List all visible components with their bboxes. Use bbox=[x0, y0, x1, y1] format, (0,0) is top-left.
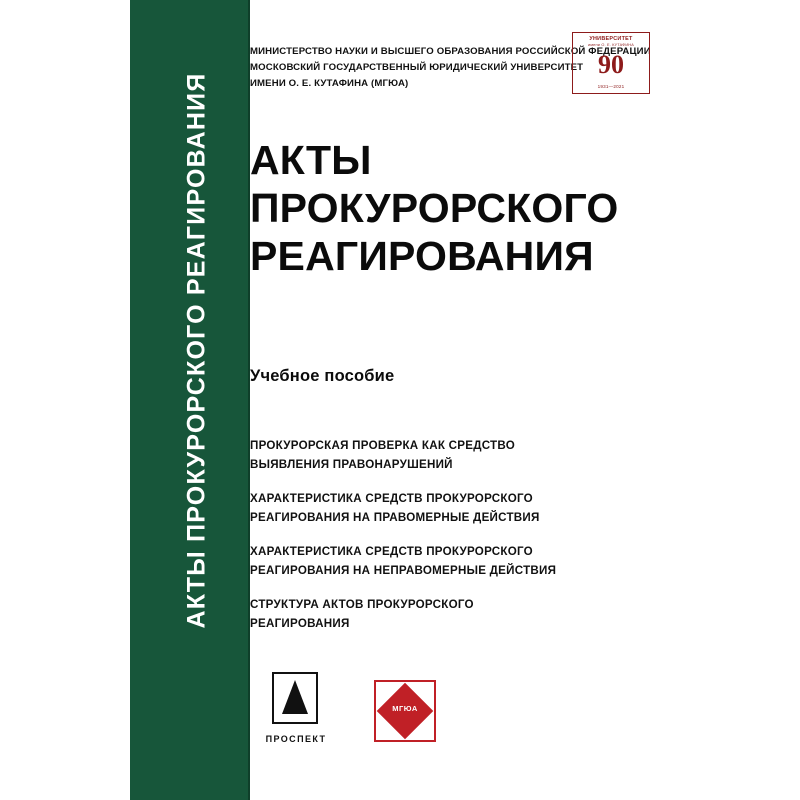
book-title bbox=[250, 136, 770, 280]
cover-front-face bbox=[250, 0, 800, 800]
publisher-line-1: МИНИСТЕРСТВО НАУКИ И ВЫСШЕГО ОБРАЗОВАНИЯ РОССИЙСКОЙ ФЕДЕРАЦИИ bbox=[250, 46, 651, 57]
book-title-line-1: АКТЫ bbox=[250, 137, 372, 183]
book-spine bbox=[130, 0, 250, 800]
topic-item: ХАРАКТЕРИСТИКА СРЕДСТВ ПРОКУРОРСКОГО РЕАГИРОВАНИЯ НА НЕПРАВОМЕРНЫЕ ДЕЙСТВИЯ bbox=[250, 545, 557, 577]
university-logo-label: МГЮА bbox=[392, 704, 418, 713]
emblem-anniversary-number: 90 bbox=[598, 50, 624, 79]
book-title-line-2: ПРОКУРОРСКОГО bbox=[250, 185, 619, 231]
emblem-title: УНИВЕРСИТЕТ bbox=[589, 36, 633, 42]
topic-item: ПРОКУРОРСКАЯ ПРОВЕРКА КАК СРЕДСТВО ВЫЯВЛЕНИЯ ПРАВОНАРУШЕНИЙ bbox=[250, 439, 515, 471]
publisher-logo bbox=[250, 672, 342, 750]
publisher-line-2: МОСКОВСКИЙ ГОСУДАРСТВЕННЫЙ ЮРИДИЧЕСКИЙ УНИВЕРСИТЕТ bbox=[250, 62, 584, 73]
publisher-logo-label: ПРОСПЕКТ bbox=[265, 734, 327, 744]
prospekt-triangle-icon bbox=[272, 672, 318, 724]
spine-title: АКТЫ ПРОКУРОРСКОГО РЕАГИРОВАНИЯ bbox=[182, 72, 211, 629]
university-logo bbox=[374, 680, 436, 742]
emblem-years: 1931—2021 bbox=[597, 84, 625, 89]
publisher-line-3: ИМЕНИ О. Е. КУТАФИНА (МГЮА) bbox=[250, 78, 409, 89]
topic-item: ХАРАКТЕРИСТИКА СРЕДСТВ ПРОКУРОРСКОГО РЕАГИРОВАНИЯ НА ПРАВОМЕРНЫЕ ДЕЙСТВИЯ bbox=[250, 492, 540, 524]
emblem-subtitle: имени О. Е. КУТАФИНА bbox=[588, 43, 634, 47]
book-title-line-3: РЕАГИРОВАНИЯ bbox=[250, 233, 594, 279]
university-anniversary-emblem bbox=[572, 32, 650, 94]
topics-list bbox=[250, 437, 730, 649]
topic-item: СТРУКТУРА АКТОВ ПРОКУРОРСКОГО РЕАГИРОВАНИЯ bbox=[250, 598, 474, 630]
book-subtitle: Учебное пособие bbox=[250, 367, 395, 385]
